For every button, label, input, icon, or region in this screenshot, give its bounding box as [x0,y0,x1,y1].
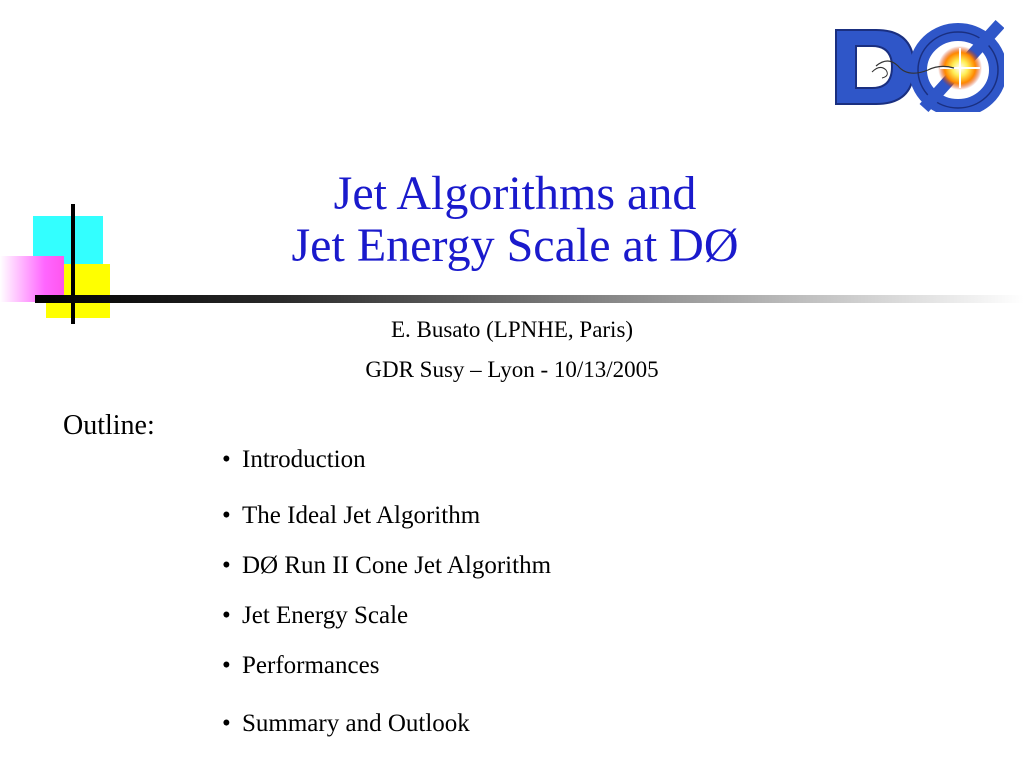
author-line: E. Busato (LPNHE, Paris) [390,317,634,342]
outline-item [222,501,480,531]
bullet-marker: • [222,652,231,679]
title-line-1: Jet Algorithms and [333,167,697,220]
outline-item [222,601,408,631]
outline-item [222,551,551,581]
outline-item-label: Introduction [242,446,366,473]
title-divider-rule [35,295,1024,303]
bullet-marker: • [222,710,231,737]
bullet-marker: • [222,552,231,579]
bullet-marker: • [222,602,231,629]
title-line-2: Jet Energy Scale at DØ [291,219,739,272]
outline-heading: Outline: [63,410,155,441]
outline-item [222,709,470,739]
event-line: GDR Susy – Lyon - 10/13/2005 [365,357,659,382]
outline-item-label: Summary and Outlook [242,710,470,737]
bullet-marker: • [222,446,231,473]
slide-title [0,168,1024,272]
outline-item [222,651,379,681]
outline-item-label: Jet Energy Scale [242,602,409,629]
outline-item [222,445,366,475]
d0-logo [828,18,1004,112]
outline-item-label: DØ Run II Cone Jet Algorithm [242,552,552,579]
bullet-marker: • [222,502,231,529]
outline-item-label: Performances [242,652,380,679]
outline-item-label: The Ideal Jet Algorithm [242,502,481,529]
